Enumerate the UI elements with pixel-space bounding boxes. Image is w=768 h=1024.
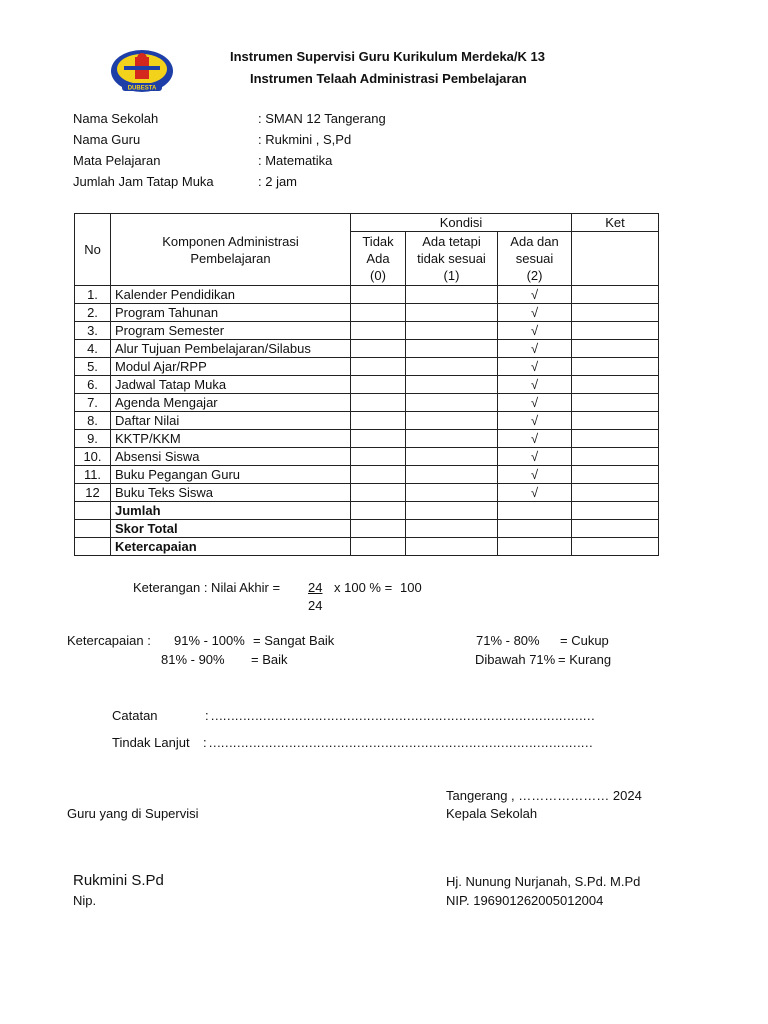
row-no: 10.	[75, 448, 111, 466]
row-item: KKTP/KKM	[111, 430, 351, 448]
scale-r4-range: Dibawah 71%	[475, 652, 556, 667]
row-no: 2.	[75, 304, 111, 322]
logo-text: DUBESTA	[127, 85, 157, 92]
row-tidak-ada	[351, 340, 406, 358]
row-tidak-ada	[351, 412, 406, 430]
scale-label: Ketercapaian :	[67, 633, 151, 648]
row-ket	[572, 430, 659, 448]
formula-prefix: Keterangan : Nilai Akhir =	[133, 580, 281, 595]
row-item: Buku Pegangan Guru	[111, 466, 351, 484]
table-row	[75, 322, 659, 340]
summary-cell	[75, 520, 111, 538]
row-ada-tetapi	[406, 340, 498, 358]
supervision-table	[74, 213, 659, 556]
row-ada-tetapi	[406, 466, 498, 484]
table-row	[75, 304, 659, 322]
scale-r2-grade: = Baik	[251, 652, 288, 667]
row-ada-dan-sesuai: √	[498, 304, 572, 322]
row-no: 5.	[75, 358, 111, 376]
place-date: Tangerang , ………………… 2024	[446, 788, 642, 803]
row-tidak-ada	[351, 322, 406, 340]
table-row	[75, 394, 659, 412]
scale-r3-grade: = Cukup	[560, 633, 609, 648]
row-no: 9.	[75, 430, 111, 448]
row-no: 12	[75, 484, 111, 502]
row-no: 3.	[75, 322, 111, 340]
row-tidak-ada	[351, 430, 406, 448]
row-ket	[572, 448, 659, 466]
row-ada-tetapi	[406, 448, 498, 466]
table-row	[75, 412, 659, 430]
row-tidak-ada	[351, 484, 406, 502]
summary-row	[75, 502, 659, 520]
value-nama-sekolah: : SMAN 12 Tangerang	[258, 111, 386, 126]
value-jumlah-jam: : 2 jam	[258, 174, 298, 189]
row-item: Jadwal Tatap Muka	[111, 376, 351, 394]
row-ada-tetapi	[406, 322, 498, 340]
row-ada-dan-sesuai: √	[498, 448, 572, 466]
row-tidak-ada	[351, 466, 406, 484]
header-ket-empty	[572, 232, 659, 286]
row-no: 11.	[75, 466, 111, 484]
row-no: 4.	[75, 340, 111, 358]
row-item: Buku Teks Siswa	[111, 484, 351, 502]
row-tidak-ada	[351, 358, 406, 376]
summary-label: Ketercapaian	[111, 538, 351, 556]
label-nama-guru: Nama Guru	[73, 132, 141, 147]
row-ket	[572, 322, 659, 340]
table-row	[75, 376, 659, 394]
row-ada-dan-sesuai: √	[498, 466, 572, 484]
row-tidak-ada	[351, 286, 406, 304]
header-kondisi: Kondisi	[351, 214, 572, 232]
label-jumlah-jam: Jumlah Jam Tatap Muka	[73, 174, 214, 189]
summary-cell	[406, 520, 498, 538]
formula-denominator: 24	[308, 598, 323, 613]
table-body	[75, 286, 659, 556]
summary-label: Skor Total	[111, 520, 351, 538]
row-ada-dan-sesuai: √	[498, 322, 572, 340]
row-ket	[572, 304, 659, 322]
header-tidak-ada: Tidak Ada (0)	[351, 232, 406, 286]
left-nip: Nip.	[73, 893, 97, 908]
row-ada-dan-sesuai: √	[498, 340, 572, 358]
left-name: Rukmini S.Pd	[73, 872, 164, 889]
row-ada-dan-sesuai: √	[498, 412, 572, 430]
table-row	[75, 430, 659, 448]
row-no: 7.	[75, 394, 111, 412]
table-row	[75, 340, 659, 358]
right-role: Kepala Sekolah	[446, 806, 538, 821]
row-item: Alur Tujuan Pembelajaran/Silabus	[111, 340, 351, 358]
table-row	[75, 286, 659, 304]
row-item: Agenda Mengajar	[111, 394, 351, 412]
summary-cell	[572, 538, 659, 556]
row-ket	[572, 358, 659, 376]
value-mata-pelajaran: : Matematika	[258, 153, 333, 168]
summary-cell	[75, 538, 111, 556]
row-ada-dan-sesuai: √	[498, 394, 572, 412]
summary-row	[75, 520, 659, 538]
row-ada-dan-sesuai: √	[498, 286, 572, 304]
tindak-lanjut-label: Tindak Lanjut	[112, 735, 190, 750]
row-ada-dan-sesuai: √	[498, 358, 572, 376]
header-ket: Ket	[572, 214, 659, 232]
summary-cell	[406, 502, 498, 520]
row-ada-dan-sesuai: √	[498, 430, 572, 448]
row-ket	[572, 340, 659, 358]
row-no: 6.	[75, 376, 111, 394]
row-item: Absensi Siswa	[111, 448, 351, 466]
row-item: Kalender Pendidikan	[111, 286, 351, 304]
table-row	[75, 484, 659, 502]
row-ket	[572, 484, 659, 502]
summary-cell	[572, 502, 659, 520]
catatan-value: : ……………………………………………………………………………………	[205, 708, 595, 723]
row-item: Daftar Nilai	[111, 412, 351, 430]
row-tidak-ada	[351, 448, 406, 466]
right-nip: NIP. 196901262005012004	[446, 893, 604, 908]
row-item: Program Tahunan	[111, 304, 351, 322]
scale-r3-range: 71% - 80%	[476, 633, 540, 648]
scale-r4-grade: = Kurang	[558, 652, 612, 667]
header-ada-tetapi: Ada tetapi tidak sesuai (1)	[406, 232, 498, 286]
row-ada-dan-sesuai: √	[498, 376, 572, 394]
header-ada-dan-sesuai: Ada dan sesuai (2)	[498, 232, 572, 286]
summary-cell	[406, 538, 498, 556]
row-ada-tetapi	[406, 304, 498, 322]
row-ada-tetapi	[406, 286, 498, 304]
header-no: No	[75, 214, 111, 286]
summary-row	[75, 538, 659, 556]
scale-r1-grade: = Sangat Baik	[253, 633, 335, 648]
row-no: 1.	[75, 286, 111, 304]
formula-multiplier: x 100 % =	[334, 580, 393, 595]
summary-cell	[498, 502, 572, 520]
row-ada-tetapi	[406, 358, 498, 376]
summary-cell	[498, 520, 572, 538]
title-line-1: Instrumen Supervisi Guru Kurikulum Merdeka/K 13	[230, 49, 545, 64]
row-ket	[572, 286, 659, 304]
tindak-lanjut-value: : ……………………………………………………………………………………	[203, 735, 593, 750]
row-ket	[572, 412, 659, 430]
scale-r1-range: 91% - 100%	[174, 633, 245, 648]
row-tidak-ada	[351, 304, 406, 322]
row-ada-tetapi	[406, 430, 498, 448]
formula-result: 100	[400, 580, 422, 595]
scale-r2-range: 81% - 90%	[161, 652, 225, 667]
row-tidak-ada	[351, 376, 406, 394]
right-name: Hj. Nunung Nurjanah, S.Pd. M.Pd	[446, 874, 641, 889]
catatan-label: Catatan	[112, 708, 158, 723]
table-row	[75, 466, 659, 484]
row-ada-tetapi	[406, 484, 498, 502]
row-ada-tetapi	[406, 412, 498, 430]
table-row	[75, 448, 659, 466]
row-ada-tetapi	[406, 394, 498, 412]
row-ada-tetapi	[406, 376, 498, 394]
label-mata-pelajaran: Mata Pelajaran	[73, 153, 161, 168]
row-item: Modul Ajar/RPP	[111, 358, 351, 376]
row-no: 8.	[75, 412, 111, 430]
title-line-2: Instrumen Telaah Administrasi Pembelajaran	[250, 71, 527, 86]
row-ada-dan-sesuai: √	[498, 484, 572, 502]
row-ket	[572, 466, 659, 484]
value-nama-guru: : Rukmini , S,Pd	[258, 132, 352, 147]
formula-numerator: 24	[308, 580, 323, 595]
summary-cell	[572, 520, 659, 538]
summary-label: Jumlah	[111, 502, 351, 520]
summary-cell	[351, 538, 406, 556]
row-item: Program Semester	[111, 322, 351, 340]
row-tidak-ada	[351, 394, 406, 412]
table-row	[75, 358, 659, 376]
summary-cell	[75, 502, 111, 520]
row-ket	[572, 394, 659, 412]
summary-cell	[351, 520, 406, 538]
summary-cell	[351, 502, 406, 520]
label-nama-sekolah: Nama Sekolah	[73, 111, 159, 126]
row-ket	[572, 376, 659, 394]
school-logo	[110, 48, 174, 94]
left-role: Guru yang di Supervisi	[67, 806, 199, 821]
summary-cell	[498, 538, 572, 556]
header-komponen: Komponen Administrasi Pembelajaran	[111, 214, 351, 286]
